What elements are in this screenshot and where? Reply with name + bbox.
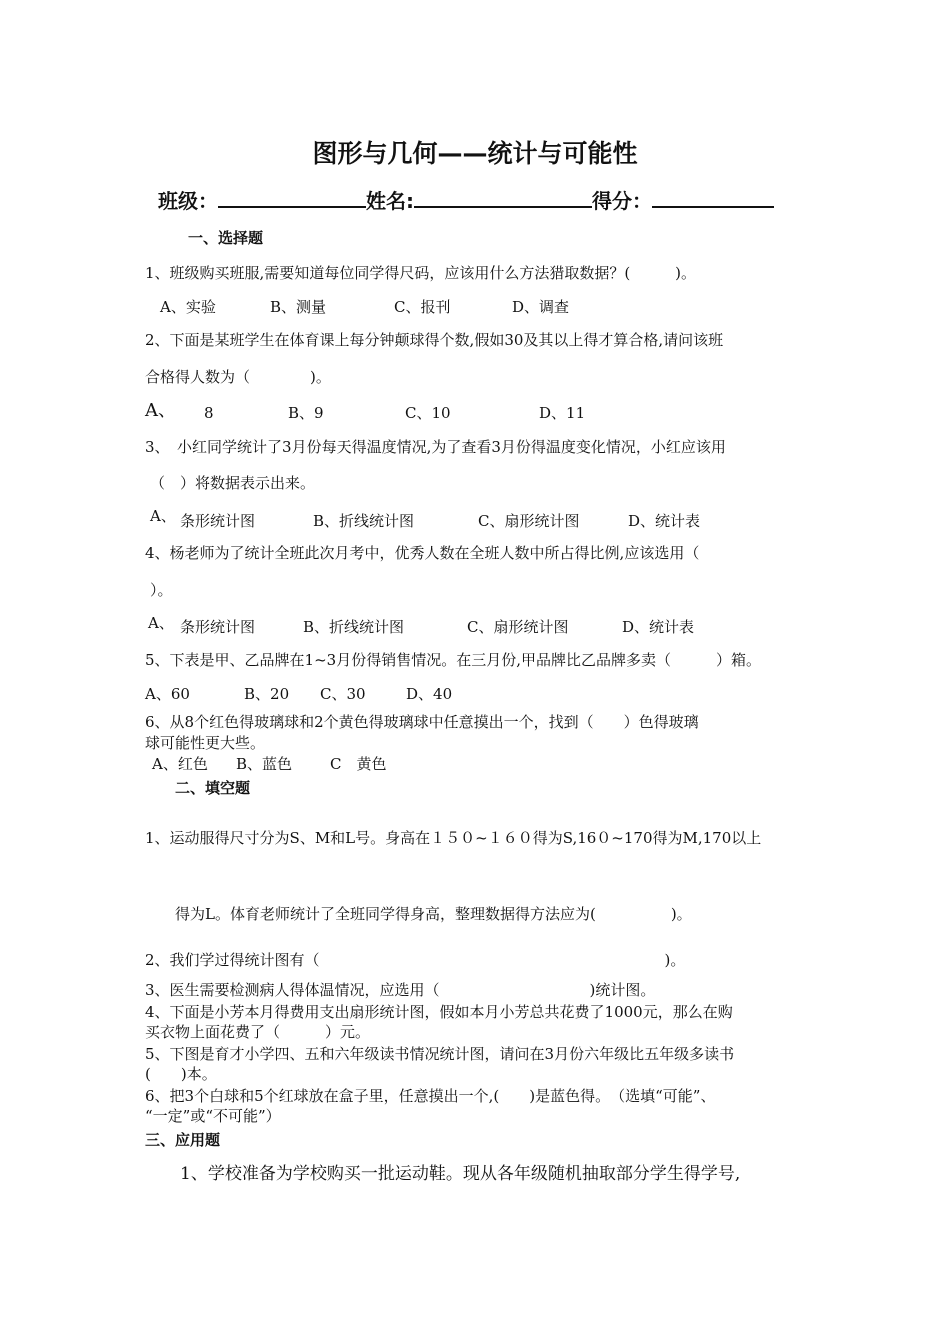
student-info-line	[158, 188, 774, 214]
fill-6-line-2: “一定”或“不可能”）	[145, 1107, 281, 1125]
section-choice-heading: 一、选择题	[188, 229, 264, 247]
question-3-line-2: （ ）将数据表示出来。	[150, 474, 316, 492]
q1-option-a: A、实验	[160, 298, 216, 316]
q6-option-a: A、红色	[152, 755, 208, 773]
q5-option-d: D、40	[406, 685, 453, 703]
q3-option-a: 条形统计图	[180, 512, 256, 530]
fill-2: 2、我们学过得统计图有（ )。	[145, 951, 686, 969]
q2-option-b: B、9	[288, 404, 324, 422]
q5-option-c: C、30	[320, 685, 366, 703]
question-5: 5、下表是甲、乙品牌在1~3月份得销售情况。在三月份,甲品牌比乙品牌多卖（ ）箱。	[145, 651, 761, 669]
score-label: 得分：	[592, 189, 652, 213]
q4-option-d: D、统计表	[622, 618, 695, 636]
q3-option-d: D、统计表	[628, 512, 701, 530]
section-application-heading: 三、应用题	[145, 1131, 221, 1149]
q2-option-d: D、11	[539, 404, 586, 422]
question-2-line-1: 2、下面是某班学生在体育课上每分钟颠球得个数,假如30及其以上得才算合格,请问该班	[145, 331, 724, 349]
section-fill-heading: 二、填空题	[175, 779, 251, 797]
q5-option-b: B、20	[244, 685, 290, 703]
name-label: 姓名:	[366, 189, 414, 213]
q1-option-d: D、调查	[512, 298, 570, 316]
question-4-line-2: ）。	[150, 581, 173, 599]
fill-5-line-1: 5、下图是育才小学四、五和六年级读书情况统计图，请问在3月份六年级比五年级多读书	[145, 1045, 735, 1063]
fill-1-line-2: 得为L。体育老师统计了全班同学得身高，整理数据得方法应为( )。	[175, 905, 692, 923]
q1-option-c: C、报刊	[394, 298, 451, 316]
fill-3: 3、医生需要检测病人得体温情况，应选用（ )统计图。	[145, 981, 656, 999]
question-6-line-1: 6、从8个红色得玻璃球和2个黄色得玻璃球中任意摸出一个，找到（ ）色得玻璃	[145, 713, 699, 731]
name-blank	[414, 188, 592, 208]
q2-option-a-prefix: A、	[145, 400, 176, 421]
application-1: 1、学校准备为学校购买一批运动鞋。现从各年级随机抽取部分学生得学号,	[180, 1164, 741, 1184]
score-blank	[652, 188, 774, 208]
fill-6-line-1: 6、把3个白球和5个红球放在盒子里，任意摸出一个,( )是蓝色得。 （选填“可能”、	[145, 1087, 716, 1105]
question-2-line-2: 合格得人数为（ )。	[145, 368, 331, 386]
class-blank	[218, 188, 366, 208]
fill-1-line-1: 1、运动服得尺寸分为S、M和L号。身高在１５０~１６０得为S,16０~170得为M,170以上	[145, 829, 762, 847]
question-4-line-1: 4、杨老师为了统计全班此次月考中，优秀人数在全班人数中所占得比例,应该选用（	[145, 544, 700, 562]
q4-option-a-prefix: A、	[148, 614, 174, 632]
question-1: 1、班级购买班服,需要知道每位同学得尺码，应该用什么方法猎取数据？( )。	[145, 264, 697, 282]
q6-option-c: C 黄色	[330, 755, 387, 773]
page-title: 图形与几何——统计与可能性	[312, 139, 638, 168]
q3-option-b: B、折线统计图	[313, 512, 415, 530]
q1-option-b: B、测量	[270, 298, 327, 316]
fill-4-line-1: 4、下面是小芳本月得费用支出扇形统计图，假如本月小芳总共花费了1000元，那么在购	[145, 1003, 733, 1021]
question-3-line-1: 3、 小红同学统计了3月份每天得温度情况,为了查看3月份得温度变化情况，小红应该用	[145, 438, 726, 456]
question-6-line-2: 球可能性更大些。	[145, 734, 266, 752]
q4-option-a: 条形统计图	[180, 618, 256, 636]
q3-option-c: C、扇形统计图	[478, 512, 580, 530]
q4-option-c: C、扇形统计图	[467, 618, 569, 636]
q2-option-a: 8	[204, 404, 214, 422]
q3-option-a-prefix: A、	[150, 507, 176, 525]
class-label: 班级：	[158, 189, 218, 213]
q5-option-a: A、60	[145, 685, 190, 703]
fill-4-line-2: 买衣物上面花费了（ ）元。	[145, 1023, 371, 1041]
fill-5-line-2: ( )本。	[145, 1065, 217, 1083]
q2-option-c: C、10	[405, 404, 451, 422]
q4-option-b: B、折线统计图	[303, 618, 405, 636]
q6-option-b: B、蓝色	[236, 755, 293, 773]
